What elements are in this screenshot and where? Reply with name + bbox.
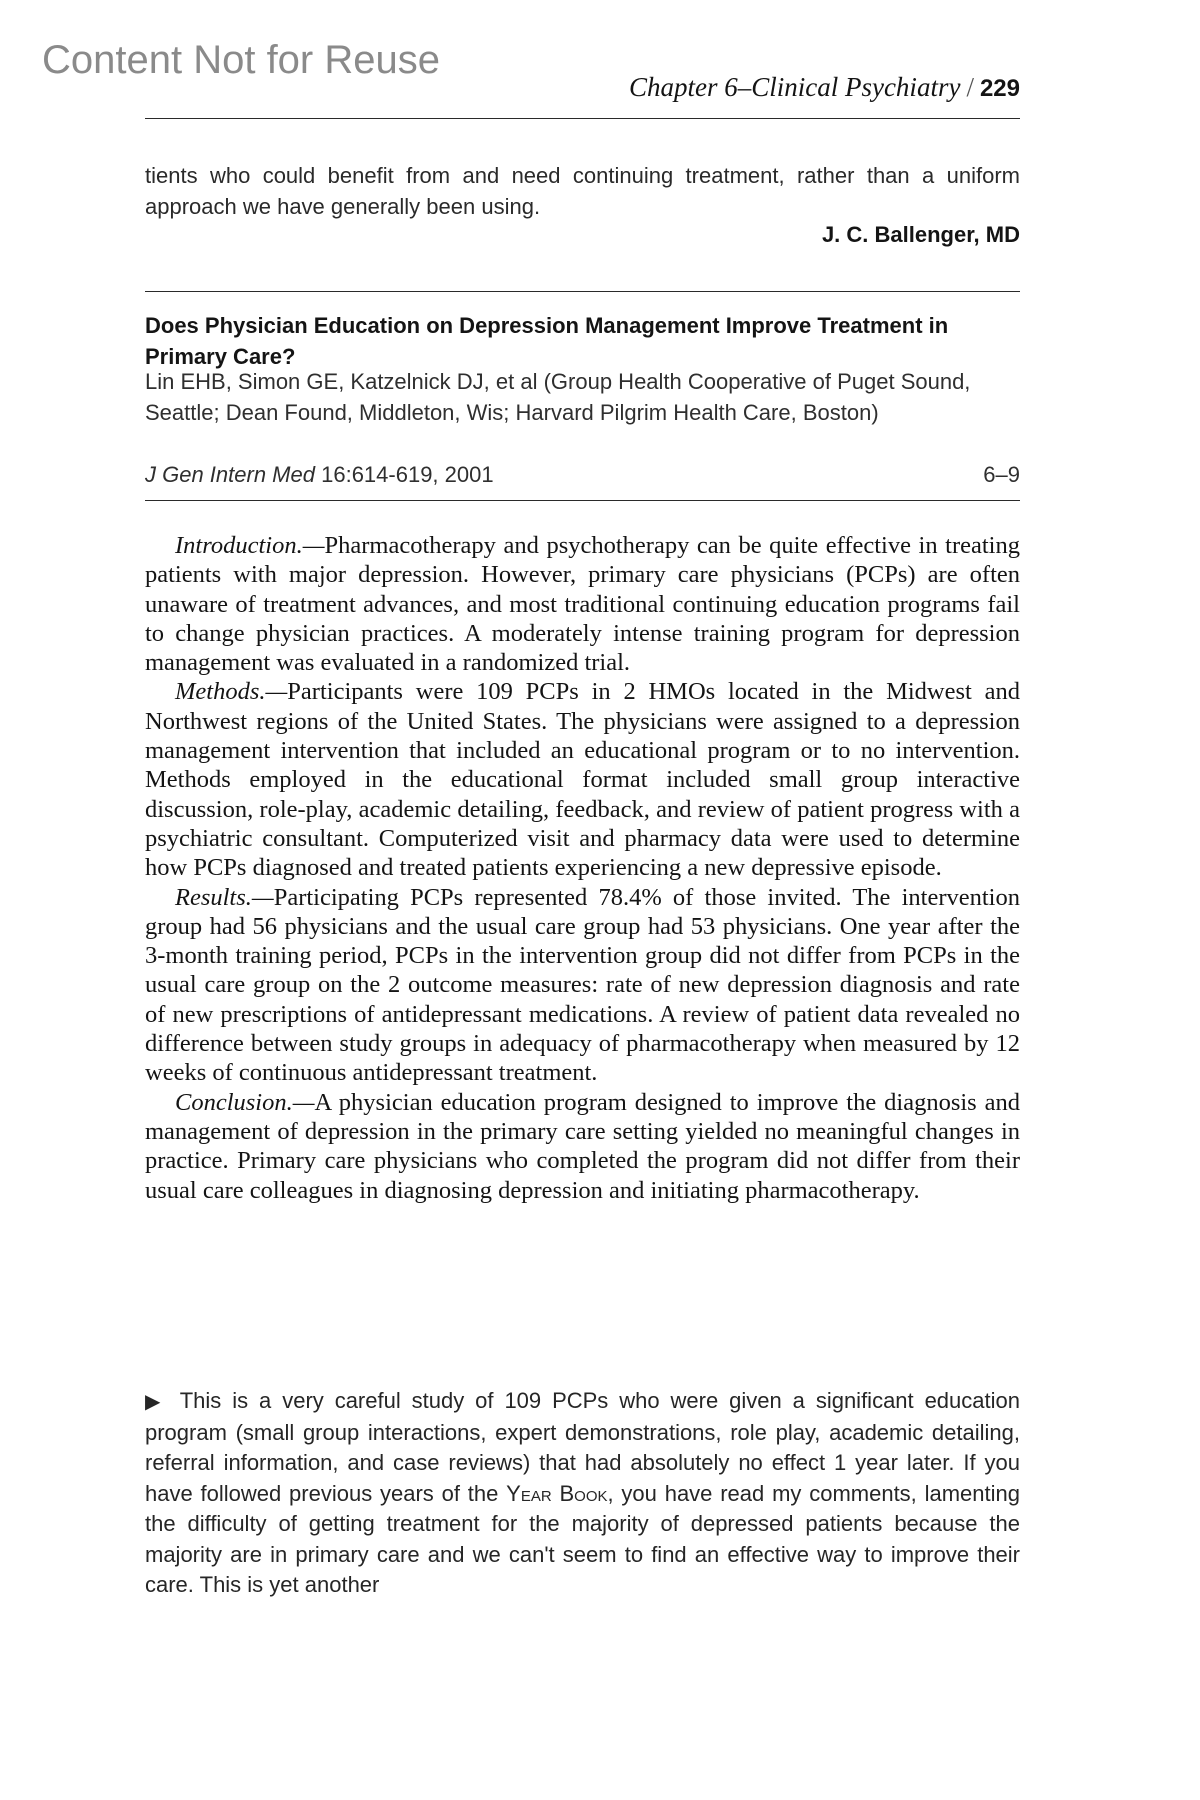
chapter-title: Chapter 6–Clinical Psychiatry <box>628 72 961 102</box>
section-heading: Conclusion.— <box>175 1088 315 1116</box>
section-text: A physician education program designed to improve the diagnosis and management of depression in the primary care setting yielded no meaningful changes in practice. Primary care physicians who completed the program did not differ from their usual care colleagues in diagnosing depression and initiating pharmacotherapy. <box>145 1088 1020 1204</box>
abstract-results <box>145 883 1020 1088</box>
article-abstract <box>145 531 1020 1205</box>
section-text: Pharmacotherapy and psychotherapy can be quite effective in treating patients with major depression. However, primary care physicians (PCPs) are often unaware of treatment advances, and most traditional continuing education programs fail to change physician practices. A moderately intense training program for depression management was evaluated in a randomized trial. <box>145 532 1020 677</box>
journal-reference <box>145 459 494 490</box>
editor-comment <box>145 1386 1020 1601</box>
header-separator: / <box>966 72 974 102</box>
abstract-methods <box>145 677 1020 882</box>
article-title: Does Physician Education on Depression Management Improve Treatment in Primary Care? <box>145 313 949 369</box>
page-number: 229 <box>979 75 1020 102</box>
running-head <box>145 72 1020 103</box>
previous-article-text: tients who could benefit from and need continuing treatment, rather than a uniform approach we have generally been using. <box>145 163 1020 219</box>
section-text: Participating PCPs represented 78.4% of those invited. The intervention group had 56 physicians and the usual care group had 53 physicians. One year after the 3-month training period, PCPs in the intervention group did not differ from PCPs in the usual care group on the 2 outcome measures: rate of new depression diagnosis and rate of new prescriptions of antidepressant medications. A review of patient data revealed no difference between study groups in adequacy of pharmacotherapy when measured by 12 weeks of continuous antidepressant treatment. <box>145 883 1020 1087</box>
watermark-text: Content Not for Reuse <box>42 38 440 82</box>
book-name: Year Book <box>506 1480 608 1506</box>
section-text: Participants were 109 PCPs in 2 HMOs located in the Midwest and Northwest regions of the United States. The physicians were assigned to a depression management intervention that included an educational program or to no intervention. Methods employed in the educational format included small group interactive discussion, role-play, academic detailing, feedback, and review of patient progress with a psychiatric consultant. Computerized visit and pharmacy data were used to determine how PCPs diagnosed and treated patients experiencing a new depressive episode. <box>145 678 1020 882</box>
section-heading: Introduction.— <box>175 532 325 559</box>
journal-name: J Gen Intern Med <box>145 462 315 487</box>
article-code: 6–9 <box>983 462 1020 487</box>
comment-text: This is a very careful study of 109 PCPs who were given a significant education program (small group interactions, expert demonstrations, role play, academic detailing, referral information, and case reviews) that had absolutely no effect 1 year later. If you have followed previous years of the <box>145 1388 1020 1506</box>
article-authors: Lin EHB, Simon GE, Katzelnick DJ, et al (Group Health Cooperative of Puget Sound, Seattle; Dean Found, Middleton, Wis; Harvard Pilgrim Health Care, Boston) <box>145 369 971 425</box>
journal-volume-pages: 16:614-619, 2001 <box>321 462 494 487</box>
comment-text-continued: , you have read my comments, lamenting the difficulty of getting treatment for the majority of depressed patients because the majority are in primary care and we can't seem to find an effective way to improve their care. This is yet another <box>145 1480 1020 1597</box>
article-header-rule <box>145 500 1020 501</box>
comment-marker-icon: ▶ <box>145 1391 166 1413</box>
abstract-introduction <box>145 531 1020 677</box>
article-top-rule <box>145 291 1020 292</box>
previous-article-signature: J. C. Ballenger, MD <box>821 222 1020 247</box>
section-heading: Methods.— <box>175 678 288 706</box>
abstract-conclusion <box>145 1088 1020 1205</box>
header-rule <box>145 118 1020 119</box>
journal-citation <box>145 459 1020 490</box>
section-heading: Results.— <box>175 883 274 911</box>
